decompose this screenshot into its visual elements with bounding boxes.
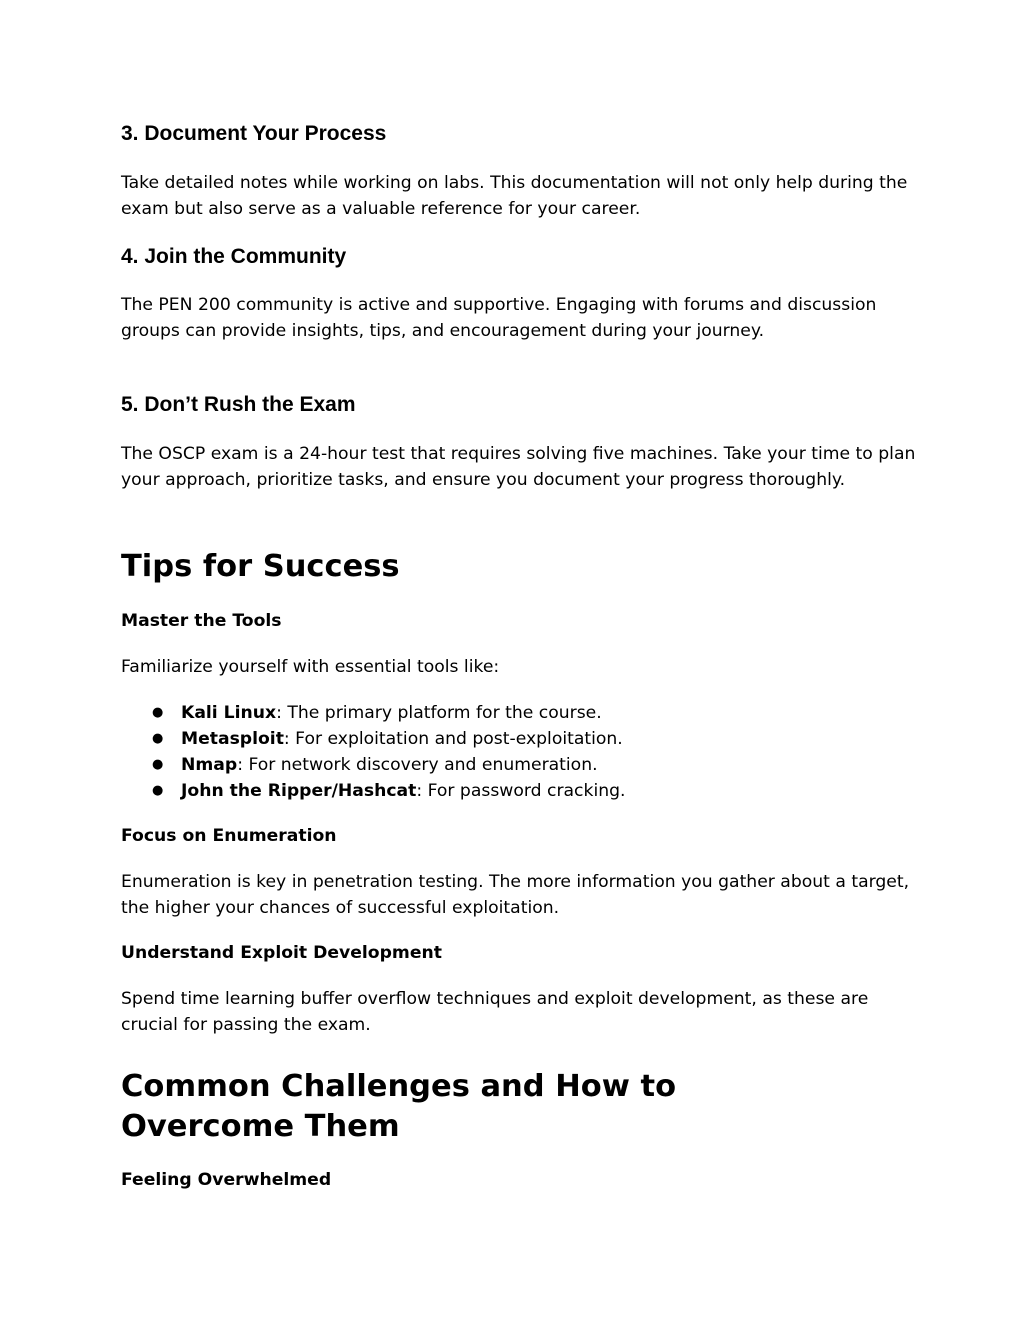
list-item	[121, 778, 626, 804]
section-heading-document-process: 3. Document Your Process	[121, 122, 387, 145]
bullet-icon: ●	[152, 731, 164, 746]
list-item-term: Metasploit	[181, 729, 284, 749]
master-tools-intro: Familiarize yourself with essential tools like:	[121, 657, 500, 677]
list-item	[121, 700, 626, 726]
list-item-term: Nmap	[181, 755, 238, 775]
list-item-desc: : For password cracking.	[416, 781, 626, 801]
section-body-dont-rush: The OSCP exam is a 24-hour test that requires solving five machines. Take your time to plan your approach, prioritize tasks, and ensure you document your progress thoroughly.	[121, 444, 916, 490]
tips-heading: Tips for Success	[121, 549, 400, 584]
list-item-term: John the Ripper/Hashcat	[181, 781, 417, 801]
section-heading-join-community: 4. Join the Community	[121, 245, 347, 268]
list-item	[121, 726, 626, 752]
list-item-desc: : For network discovery and enumeration.	[237, 755, 598, 775]
list-item-term: Kali Linux	[181, 703, 277, 723]
section-body-document-process: Take detailed notes while working on labs. This documentation will not only help during the exam but also serve as a valuable reference for your career.	[121, 173, 908, 219]
exploit-dev-heading: Understand Exploit Development	[121, 943, 442, 963]
enumeration-heading: Focus on Enumeration	[121, 826, 337, 846]
list-item	[121, 752, 626, 778]
tools-list	[121, 700, 626, 804]
list-item-desc: : For exploitation and post-exploitation.	[283, 729, 623, 749]
enumeration-body: Enumeration is key in penetration testing. The more information you gather about a target, the higher your chances of successful exploitation.	[121, 872, 910, 918]
master-tools-heading: Master the Tools	[121, 611, 282, 631]
bullet-icon: ●	[152, 783, 164, 798]
bullet-icon: ●	[152, 757, 164, 772]
section-heading-dont-rush: 5. Don’t Rush the Exam	[121, 393, 356, 416]
bullet-icon: ●	[152, 705, 164, 720]
challenges-heading: Common Challenges and How to Overcome Them	[121, 1069, 677, 1144]
feeling-overwhelmed-heading: Feeling Overwhelmed	[121, 1170, 332, 1190]
list-item-desc: : The primary platform for the course.	[276, 703, 602, 723]
exploit-dev-body: Spend time learning buffer overflow techniques and exploit development, as these are crucial for passing the exam.	[121, 989, 869, 1035]
section-body-join-community: The PEN 200 community is active and supportive. Engaging with forums and discussion groups can provide insights, tips, and encouragement during your journey.	[121, 295, 877, 341]
